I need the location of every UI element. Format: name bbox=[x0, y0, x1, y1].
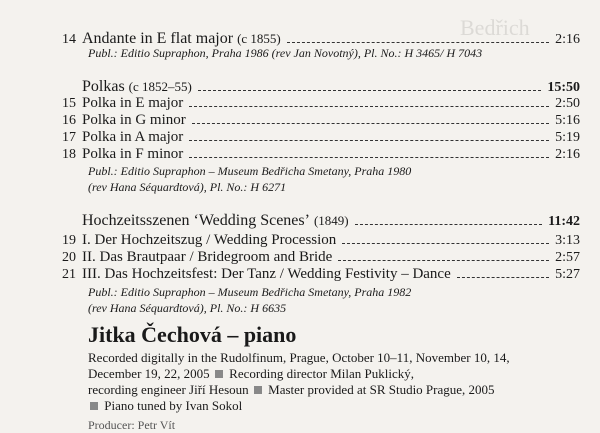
work-year: (c 1852–55) bbox=[128, 79, 192, 94]
square-bullet-icon bbox=[90, 402, 98, 410]
track-row bbox=[0, 129, 580, 146]
publication-note: (rev Hana Séquardtová), Pl. No.: H 6271 bbox=[88, 180, 287, 194]
leader-dots bbox=[189, 156, 549, 158]
track-row bbox=[0, 95, 580, 112]
publication-note: Publ.: Editio Supraphon, Praha 1986 (rev Jan Novotný), Pl. No.: H 3465/ H 7043 bbox=[88, 46, 483, 60]
track-number: 15 bbox=[62, 96, 76, 111]
track-duration: 5:27 bbox=[555, 267, 580, 282]
track-number: 16 bbox=[62, 113, 76, 128]
track-number: 17 bbox=[62, 130, 76, 145]
recording-line: Piano tuned by Ivan Sokol bbox=[88, 398, 588, 414]
track-title: Andante in E flat major bbox=[82, 30, 234, 47]
work-duration: 11:42 bbox=[548, 214, 580, 229]
bleed-through-text: Bedřich bbox=[460, 15, 530, 40]
track-number: 18 bbox=[62, 147, 76, 162]
work-title: Hochzeitsszenen ‘Wedding Scenes’ bbox=[82, 212, 310, 229]
track-duration: 5:19 bbox=[555, 130, 580, 145]
leader-dots bbox=[355, 223, 542, 225]
track-row bbox=[0, 249, 580, 266]
leader-dots bbox=[189, 105, 549, 107]
track-duration: 2:16 bbox=[555, 147, 580, 162]
leader-dots bbox=[342, 242, 549, 244]
recording-line: recording engineer Jiří Hesoun Master provided at SR Studio Prague, 2005 bbox=[88, 382, 495, 397]
track-title: Polka in E major bbox=[82, 95, 184, 111]
track-title: I. Der Hochzeitszug / Wedding Procession bbox=[82, 232, 337, 248]
track-title: Polka in F minor bbox=[82, 146, 184, 162]
track-title: II. Das Brautpaar / Bridegroom and Bride bbox=[82, 249, 333, 265]
cut-off-line: Producer: Petr Vít bbox=[88, 418, 176, 432]
leader-dots bbox=[338, 259, 549, 261]
track-number: 21 bbox=[62, 267, 76, 282]
publication-note: Publ.: Editio Supraphon – Museum Bedřicha Smetany, Praha 1982 bbox=[88, 285, 412, 299]
square-bullet-icon bbox=[215, 370, 223, 378]
track-duration: 3:13 bbox=[555, 233, 580, 248]
work-year: (1849) bbox=[313, 213, 349, 228]
leader-dots bbox=[192, 122, 549, 124]
track-duration: 5:16 bbox=[555, 113, 580, 128]
track-year: (c 1855) bbox=[237, 31, 281, 46]
work-title: Polkas bbox=[82, 78, 125, 95]
leader-dots bbox=[287, 41, 549, 43]
leader-dots bbox=[457, 276, 549, 278]
track-number: 14 bbox=[62, 32, 76, 47]
publication-note: (rev Hana Séquardtová), Pl. No.: H 6635 bbox=[88, 301, 287, 315]
recording-line: Recorded digitally in the Rudolfinum, Prague, October 10–11, November 10, 14, bbox=[88, 350, 510, 365]
track-duration: 2:57 bbox=[555, 250, 580, 265]
track-duration: 2:50 bbox=[555, 96, 580, 111]
recording-line: December 19, 22, 2005 Recording director Milan Puklický, bbox=[88, 366, 415, 381]
work-heading-row bbox=[0, 78, 580, 96]
work-heading-row bbox=[0, 212, 580, 230]
track-title: III. Das Hochzeitsfest: Der Tanz / Wedding Festivity – Dance bbox=[82, 266, 451, 282]
publication-note: Publ.: Editio Supraphon – Museum Bedřicha Smetany, Praha 1980 bbox=[88, 164, 412, 178]
track-row bbox=[0, 232, 580, 249]
track-number: 19 bbox=[62, 233, 76, 248]
track-title: Polka in G minor bbox=[82, 112, 186, 128]
track-number: 20 bbox=[62, 250, 76, 265]
square-bullet-icon bbox=[254, 386, 262, 394]
track-title: Polka in A major bbox=[82, 129, 184, 145]
performer-credit: Jitka Čechová – piano bbox=[88, 322, 297, 347]
track-row bbox=[0, 112, 580, 129]
leader-dots bbox=[198, 89, 541, 91]
leader-dots bbox=[189, 139, 549, 141]
work-duration: 15:50 bbox=[547, 80, 580, 95]
recording-notes bbox=[88, 350, 588, 414]
track-row bbox=[0, 266, 580, 283]
track-duration: 2:16 bbox=[555, 32, 580, 47]
track-row bbox=[0, 146, 580, 163]
